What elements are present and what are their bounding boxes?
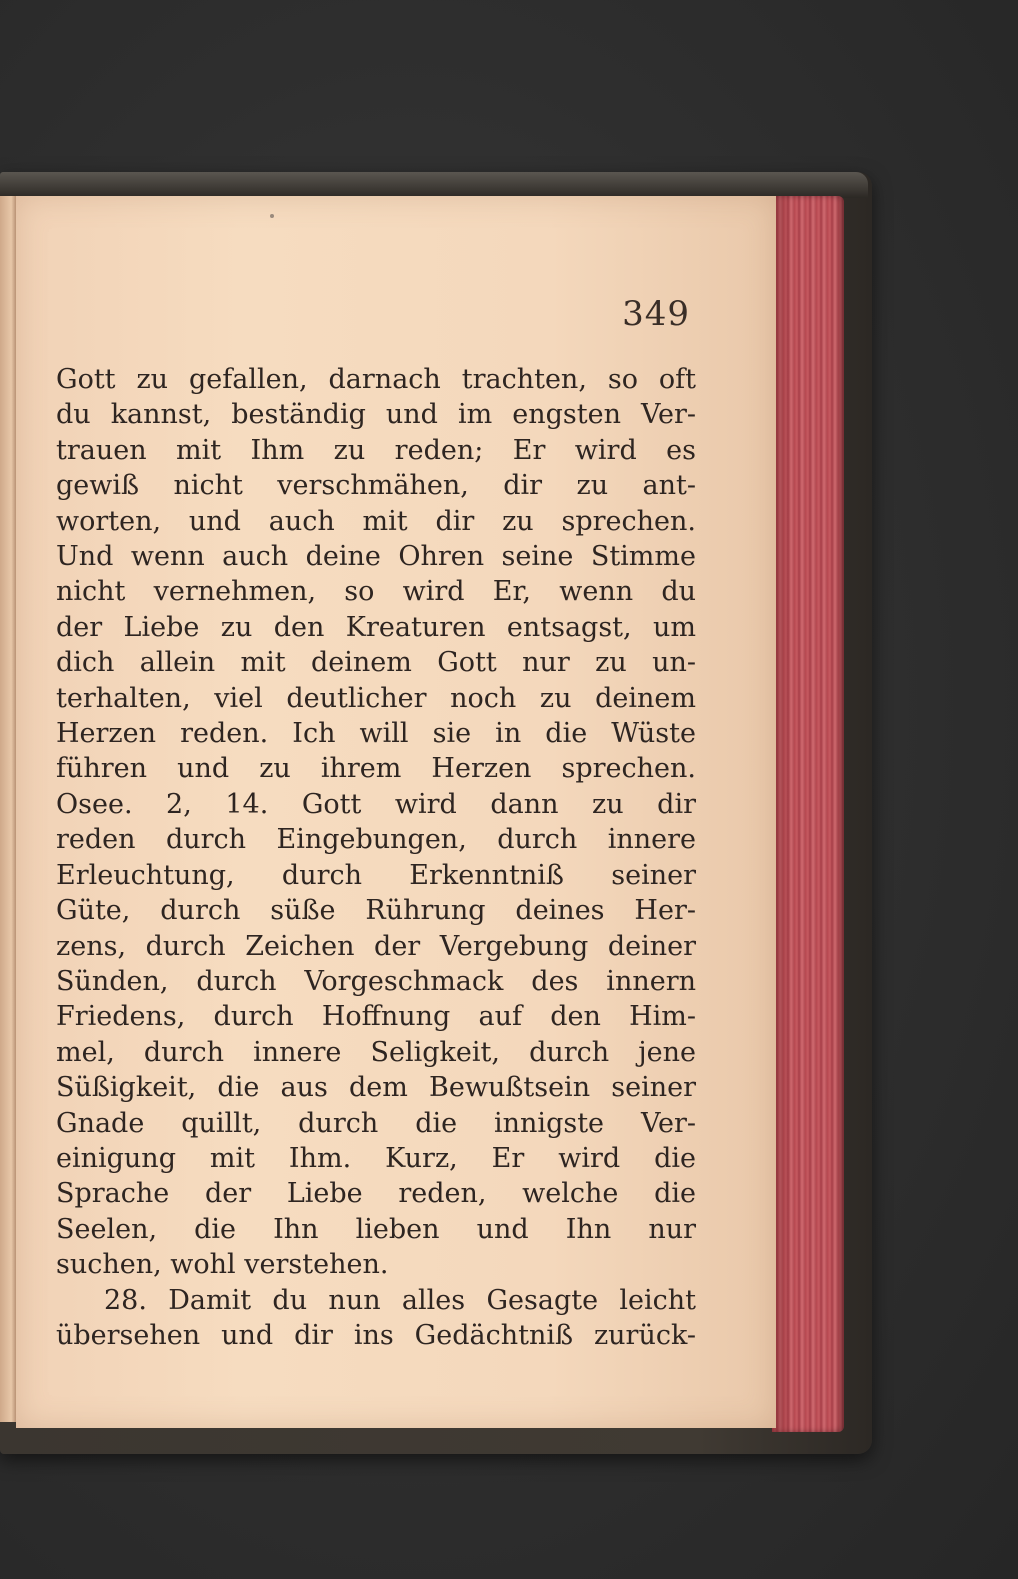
text-line: Sprache der Liebe reden, welche die: [56, 1178, 696, 1210]
text-line: Herzen reden. Ich will sie in die Wüste: [56, 718, 696, 750]
page-number: 349: [622, 294, 690, 334]
text-line: reden durch Eingebungen, durch innere: [56, 824, 696, 856]
text-line: Seelen, die Ihn lieben und Ihn nur: [56, 1213, 696, 1245]
text-line: Sünden, durch Vorgeschmack des innern: [56, 965, 696, 997]
text-line: Erleuchtung, durch Erkenntniß seiner: [56, 859, 696, 891]
text-line: nicht vernehmen, so wird Er, wenn du: [56, 576, 696, 608]
text-line: Güte, durch süße Rührung deines Her-: [56, 895, 696, 927]
text-line: übersehen und dir ins Gedächtniß zurück-: [56, 1319, 696, 1351]
text-line: führen und zu ihrem Herzen sprechen.: [56, 753, 696, 785]
text-line: Süßigkeit, die aus dem Bewußtsein seiner: [56, 1072, 696, 1104]
body-text: [56, 362, 696, 1353]
text-line: zens, durch Zeichen der Vergebung deiner: [56, 930, 696, 962]
text-line: trauen mit Ihm zu reden; Er wird es: [56, 434, 696, 466]
text-line: Und wenn auch deine Ohren seine Stimme: [56, 541, 696, 573]
text-line: suchen, wohl verstehen.: [56, 1249, 389, 1281]
text-line: der Liebe zu den Kreaturen entsagst, um: [56, 611, 696, 643]
text-line: Friedens, durch Hoffnung auf den Him-: [56, 1001, 696, 1033]
facing-page-edge: [0, 196, 16, 1422]
paper-speck: [270, 214, 274, 218]
text-line: du kannst, beständig und im engsten Ver-: [56, 399, 696, 431]
text-line: 28. Damit du nun alles Gesagte leicht: [104, 1284, 696, 1316]
text-line: einigung mit Ihm. Kurz, Er wird die: [56, 1142, 696, 1174]
text-line: gewiß nicht verschmähen, dir zu ant-: [56, 470, 696, 502]
text-line: Gott zu gefallen, darnach trachten, so oft: [56, 364, 696, 395]
book-cover-top-edge: [0, 172, 868, 198]
text-line: worten, und auch mit dir zu sprechen.: [56, 505, 696, 537]
book-page: [16, 196, 776, 1428]
text-line: dich allein mit deinem Gott nur zu un-: [56, 647, 696, 679]
text-line: mel, durch innere Seligkeit, durch jene: [56, 1036, 696, 1068]
text-line: Osee. 2, 14. Gott wird dann zu dir: [56, 788, 696, 820]
text-line: terhalten, viel deutlicher noch zu deinem: [56, 682, 696, 714]
text-line: Gnade quillt, durch die innigste Ver-: [56, 1107, 696, 1139]
